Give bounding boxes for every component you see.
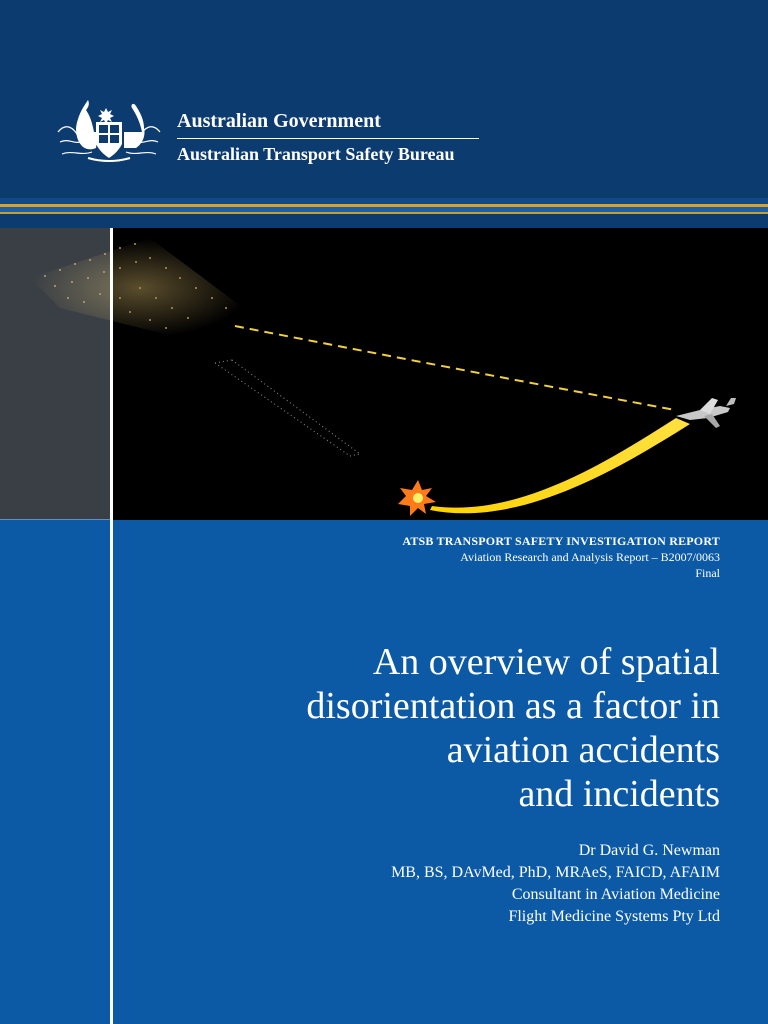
report-title <box>160 640 720 816</box>
vertical-rule <box>110 228 113 1024</box>
bureau-name: Australian Transport Safety Bureau <box>177 144 455 164</box>
title-line: and incidents <box>518 773 720 815</box>
author-company: Flight Medicine Systems Pty Ltd <box>508 908 720 925</box>
impact-explosion-icon <box>398 480 436 516</box>
side-divider <box>0 519 110 520</box>
title-line: An overview of spatial <box>372 641 720 683</box>
report-status: Final <box>695 566 720 580</box>
side-panel-lower <box>0 520 110 1024</box>
author-role: Consultant in Aviation Medicine <box>511 886 720 903</box>
author-name: Dr David G. Newman <box>578 842 720 859</box>
flight-path <box>235 326 675 410</box>
report-type: ATSB TRANSPORT SAFETY INVESTIGATION REPORT <box>402 534 720 548</box>
header-divider <box>177 138 479 139</box>
government-name: Australian Government <box>177 110 381 132</box>
runway-lights <box>215 360 360 456</box>
title-line: aviation accidents <box>446 729 720 771</box>
cover-illustration <box>0 228 768 520</box>
descent-trail <box>430 418 690 513</box>
header-stripes <box>0 198 768 228</box>
city-lights <box>30 238 250 338</box>
title-line: disorientation as a factor in <box>306 685 720 727</box>
author-info <box>391 840 720 928</box>
coat-of-arms-icon <box>52 92 166 168</box>
author-credentials: MB, BS, DAvMed, PhD, MRAeS, FAICD, AFAIM <box>391 864 720 881</box>
report-number: Aviation Research and Analysis Report – B2007/0063 <box>460 550 720 564</box>
report-info <box>402 533 720 581</box>
